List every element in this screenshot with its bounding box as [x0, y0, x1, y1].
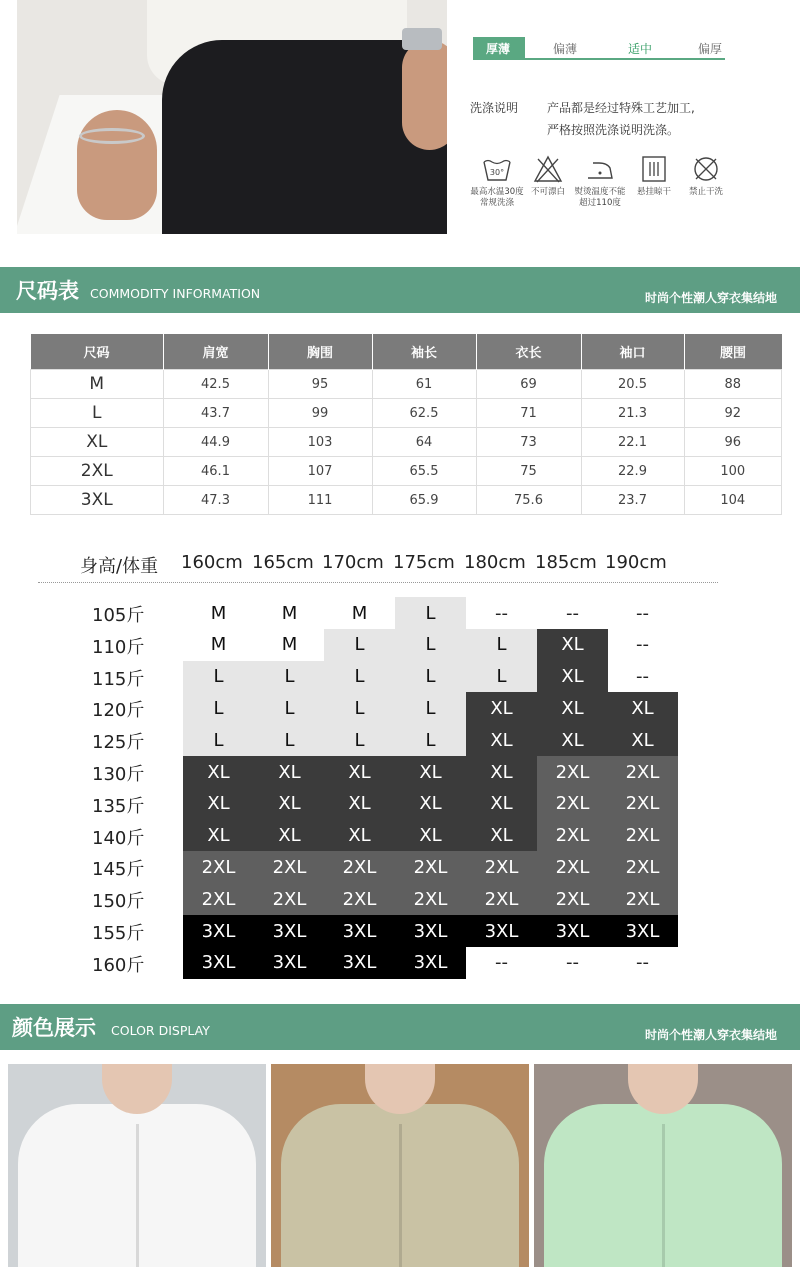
hw-size-cell: L [395, 724, 466, 756]
hw-size-cell: L [183, 724, 254, 756]
measure-cell: 75.6 [476, 486, 581, 515]
measure-cell: 92 [684, 399, 782, 428]
thickness-bar [473, 37, 725, 59]
hw-size-cell: L [324, 661, 395, 693]
wash-text-line1: 产品都是经过特殊工艺加工, [547, 101, 695, 115]
size-cell: 2XL [31, 457, 164, 486]
hw-size-cell: -- [636, 602, 649, 624]
hw-size-cell: XL [395, 820, 466, 852]
measure-cell: 22.9 [581, 457, 684, 486]
hw-size-cell: L [254, 661, 325, 693]
hw-size-cell: 2XL [183, 883, 254, 915]
table-row [31, 399, 782, 428]
hw-size-cell: 3XL [537, 915, 608, 947]
hw-header-label: 身高/体重 [80, 556, 159, 577]
hw-size-cell: XL [537, 661, 608, 693]
hw-size-cell: L [466, 629, 537, 661]
care-caption-3: 悬挂晾干 [636, 187, 671, 197]
hw-size-cell: XL [254, 820, 325, 852]
hw-weight-label: 120斤 [92, 700, 145, 722]
measure-cell: 73 [476, 428, 581, 457]
hw-size-cell: L [395, 661, 466, 693]
measure-cell: 71 [476, 399, 581, 428]
measure-cell: 44.9 [163, 428, 268, 457]
hw-weight-label: 135斤 [92, 795, 145, 817]
col-header: 袖口 [581, 334, 684, 370]
measure-cell: 100 [684, 457, 782, 486]
measure-cell: 104 [684, 486, 782, 515]
hw-size-cell: 2XL [537, 851, 608, 883]
size-table-header [31, 334, 782, 370]
measure-cell: 88 [684, 370, 782, 399]
measure-cell: 64 [372, 428, 476, 457]
hw-size-cell: L [324, 692, 395, 724]
hw-size-cell: 3XL [183, 947, 254, 979]
col-header: 腰围 [684, 334, 782, 370]
hw-size-cell: XL [183, 756, 254, 788]
hw-size-cell: L [466, 661, 537, 693]
hw-weight-label: 130斤 [92, 764, 145, 785]
table-row [31, 370, 782, 399]
no-bleach-icon [533, 154, 563, 184]
hw-weight-label: 160斤 [92, 954, 145, 976]
col-header: 胸围 [268, 334, 372, 370]
hw-height-label: 185cm [535, 552, 597, 573]
hw-size-cell: XL [395, 788, 466, 820]
hw-size-cell: 2XL [607, 883, 678, 915]
measure-cell: 20.5 [581, 370, 684, 399]
size-table [30, 334, 782, 515]
hw-size-cell: 2XL [537, 883, 608, 915]
hw-size-cell: 3XL [607, 915, 678, 947]
hw-size-cell: -- [566, 952, 579, 974]
table-row [31, 457, 782, 486]
measure-cell: 22.1 [581, 428, 684, 457]
care-caption-1: 不可漂白 [530, 187, 565, 197]
hw-size-cell: L [254, 724, 325, 756]
hw-size-cell: 2XL [607, 820, 678, 852]
hw-size-cell: 3XL [254, 915, 325, 947]
hw-size-cell: XL [324, 756, 395, 788]
hw-height-label: 175cm [393, 552, 455, 573]
hw-size-cell: XL [466, 820, 537, 852]
thickness-option-3: 偏厚 [698, 42, 723, 56]
hw-size-cell: XL [324, 820, 395, 852]
hw-size-cell: 3XL [183, 915, 254, 947]
hw-size-cell: 3XL [324, 915, 395, 947]
hw-height-label: 165cm [252, 552, 314, 573]
measure-cell: 46.1 [163, 457, 268, 486]
hw-size-cell: 3XL [466, 915, 537, 947]
hw-height-label: 190cm [605, 552, 667, 573]
care-caption-4: 禁止干洗 [688, 187, 723, 197]
hw-size-cell: 3XL [254, 947, 325, 979]
color-section-header [0, 1004, 800, 1050]
hw-size-cell: M [324, 597, 395, 629]
col-header: 袖长 [372, 334, 476, 370]
hw-size-cell: -- [636, 634, 649, 656]
hw-size-cell: 2XL [395, 851, 466, 883]
size-cell: L [31, 399, 164, 428]
hw-size-cell: 2XL [607, 756, 678, 788]
hw-size-cell: -- [495, 602, 508, 624]
measure-cell: 23.7 [581, 486, 684, 515]
hw-size-cell: XL [466, 788, 537, 820]
hw-size-cell: M [254, 629, 325, 661]
color-photo-white [8, 1064, 266, 1267]
hw-size-cell: L [395, 597, 466, 629]
hw-size-cell: M [183, 597, 254, 629]
hw-size-cell: 2XL [466, 883, 537, 915]
measure-cell: 21.3 [581, 399, 684, 428]
hw-size-cell: L [395, 629, 466, 661]
hw-size-cell: 2XL [537, 756, 608, 788]
hw-size-cell: -- [636, 666, 649, 688]
hw-size-cell: 2XL [607, 788, 678, 820]
hw-size-cell: XL [395, 756, 466, 788]
hw-height-label: 180cm [464, 552, 526, 573]
hang-dry-icon [639, 154, 669, 184]
hw-size-cell: XL [607, 692, 678, 724]
thickness-option-1: 偏薄 [553, 42, 578, 56]
hw-height-label: 170cm [322, 552, 384, 573]
col-header: 肩宽 [163, 334, 268, 370]
hw-weight-label: 115斤 [92, 668, 145, 690]
wash-30-icon [482, 154, 512, 184]
hw-size-cell: L [324, 724, 395, 756]
wash-label: 洗涤说明 [470, 101, 519, 115]
hw-size-cell: -- [636, 952, 649, 974]
size-cell: M [31, 370, 164, 399]
color-section-subtitle: COLOR DISPLAY [111, 1023, 210, 1038]
hw-size-cell: XL [254, 788, 325, 820]
hw-size-cell: M [183, 629, 254, 661]
size-section-header [0, 267, 800, 313]
wash-temp-label: 30° [489, 168, 505, 177]
hw-size-cell: L [324, 629, 395, 661]
hw-weight-label: 150斤 [92, 891, 145, 913]
measure-cell: 95 [268, 370, 372, 399]
hw-size-cell: L [254, 692, 325, 724]
size-cell: XL [31, 428, 164, 457]
hw-size-cell: 2XL [537, 820, 608, 852]
measure-cell: 65.5 [372, 457, 476, 486]
hw-size-cell: XL [183, 788, 254, 820]
measure-cell: 61 [372, 370, 476, 399]
hw-size-cell: L [395, 692, 466, 724]
hw-size-cell: -- [495, 952, 508, 974]
col-header: 尺码 [31, 334, 164, 370]
measure-cell: 75 [476, 457, 581, 486]
wash-text-line2: 严格按照洗涤说明洗涤。 [547, 123, 680, 137]
measure-cell: 47.3 [163, 486, 268, 515]
hw-size-cell: XL [254, 756, 325, 788]
col-header: 衣长 [476, 334, 581, 370]
thickness-option-2: 适中 [628, 42, 653, 56]
hw-weight-label: 110斤 [92, 636, 145, 658]
measure-cell: 103 [268, 428, 372, 457]
measure-cell: 69 [476, 370, 581, 399]
hw-size-cell: XL [183, 820, 254, 852]
measure-cell: 111 [268, 486, 372, 515]
size-section-title: 尺码表 [16, 279, 79, 303]
color-section-slogan: 时尚个性潮人穿衣集结地 [644, 1028, 777, 1042]
color-photo-khaki [271, 1064, 529, 1267]
hw-weight-label: 145斤 [92, 859, 145, 881]
measure-cell: 107 [268, 457, 372, 486]
hw-size-cell: 2XL [537, 788, 608, 820]
hw-size-cell: XL [466, 756, 537, 788]
hw-size-cell: L [183, 661, 254, 693]
care-caption-0: 最高水温30度 常规洗涤 [470, 187, 524, 208]
hw-weight-label: 105斤 [92, 605, 145, 626]
size-section-subtitle: COMMODITY INFORMATION [90, 286, 261, 301]
hw-size-cell: 2XL [395, 883, 466, 915]
hw-size-cell: 2XL [466, 851, 537, 883]
table-row [31, 428, 782, 457]
hw-weight-label: 125斤 [92, 732, 145, 754]
color-section-title: 颜色展示 [12, 1016, 96, 1040]
hw-size-cell: 3XL [324, 947, 395, 979]
hw-size-cell: XL [466, 692, 537, 724]
iron-icon [585, 154, 615, 184]
hw-size-cell: XL [537, 724, 608, 756]
hw-height-label: 160cm [181, 552, 243, 573]
hw-size-cell: 3XL [395, 915, 466, 947]
product-photo-top [17, 0, 447, 234]
hw-weight-label: 140斤 [92, 827, 145, 849]
hw-size-cell: 3XL [395, 947, 466, 979]
measure-cell: 65.9 [372, 486, 476, 515]
hw-size-cell: 2XL [324, 851, 395, 883]
care-caption-2: 熨烫温度不能 超过110度 [574, 187, 626, 208]
size-cell: 3XL [31, 486, 164, 515]
hw-size-cell: 2XL [607, 851, 678, 883]
hw-weight-label: 155斤 [92, 923, 145, 944]
measure-cell: 62.5 [372, 399, 476, 428]
table-row [31, 486, 782, 515]
measure-cell: 96 [684, 428, 782, 457]
hw-size-cell: -- [566, 602, 579, 624]
hw-divider [38, 582, 718, 583]
hw-size-cell: XL [537, 692, 608, 724]
size-section-slogan: 时尚个性潮人穿衣集结地 [644, 291, 777, 305]
color-photo-green [534, 1064, 792, 1267]
measure-cell: 42.5 [163, 370, 268, 399]
hw-size-cell: XL [466, 724, 537, 756]
measure-cell: 43.7 [163, 399, 268, 428]
hw-size-cell: 2XL [183, 851, 254, 883]
hw-size-cell: XL [324, 788, 395, 820]
measure-cell: 99 [268, 399, 372, 428]
hw-size-cell: XL [607, 724, 678, 756]
no-dry-clean-icon [691, 154, 721, 184]
hw-size-cell: M [254, 597, 325, 629]
hw-size-cell: L [183, 692, 254, 724]
hw-size-cell: 2XL [254, 883, 325, 915]
hw-size-cell: 2XL [254, 851, 325, 883]
hw-size-cell: 2XL [324, 883, 395, 915]
hw-size-cell: XL [537, 629, 608, 661]
thickness-option-0: 厚薄 [486, 42, 511, 56]
